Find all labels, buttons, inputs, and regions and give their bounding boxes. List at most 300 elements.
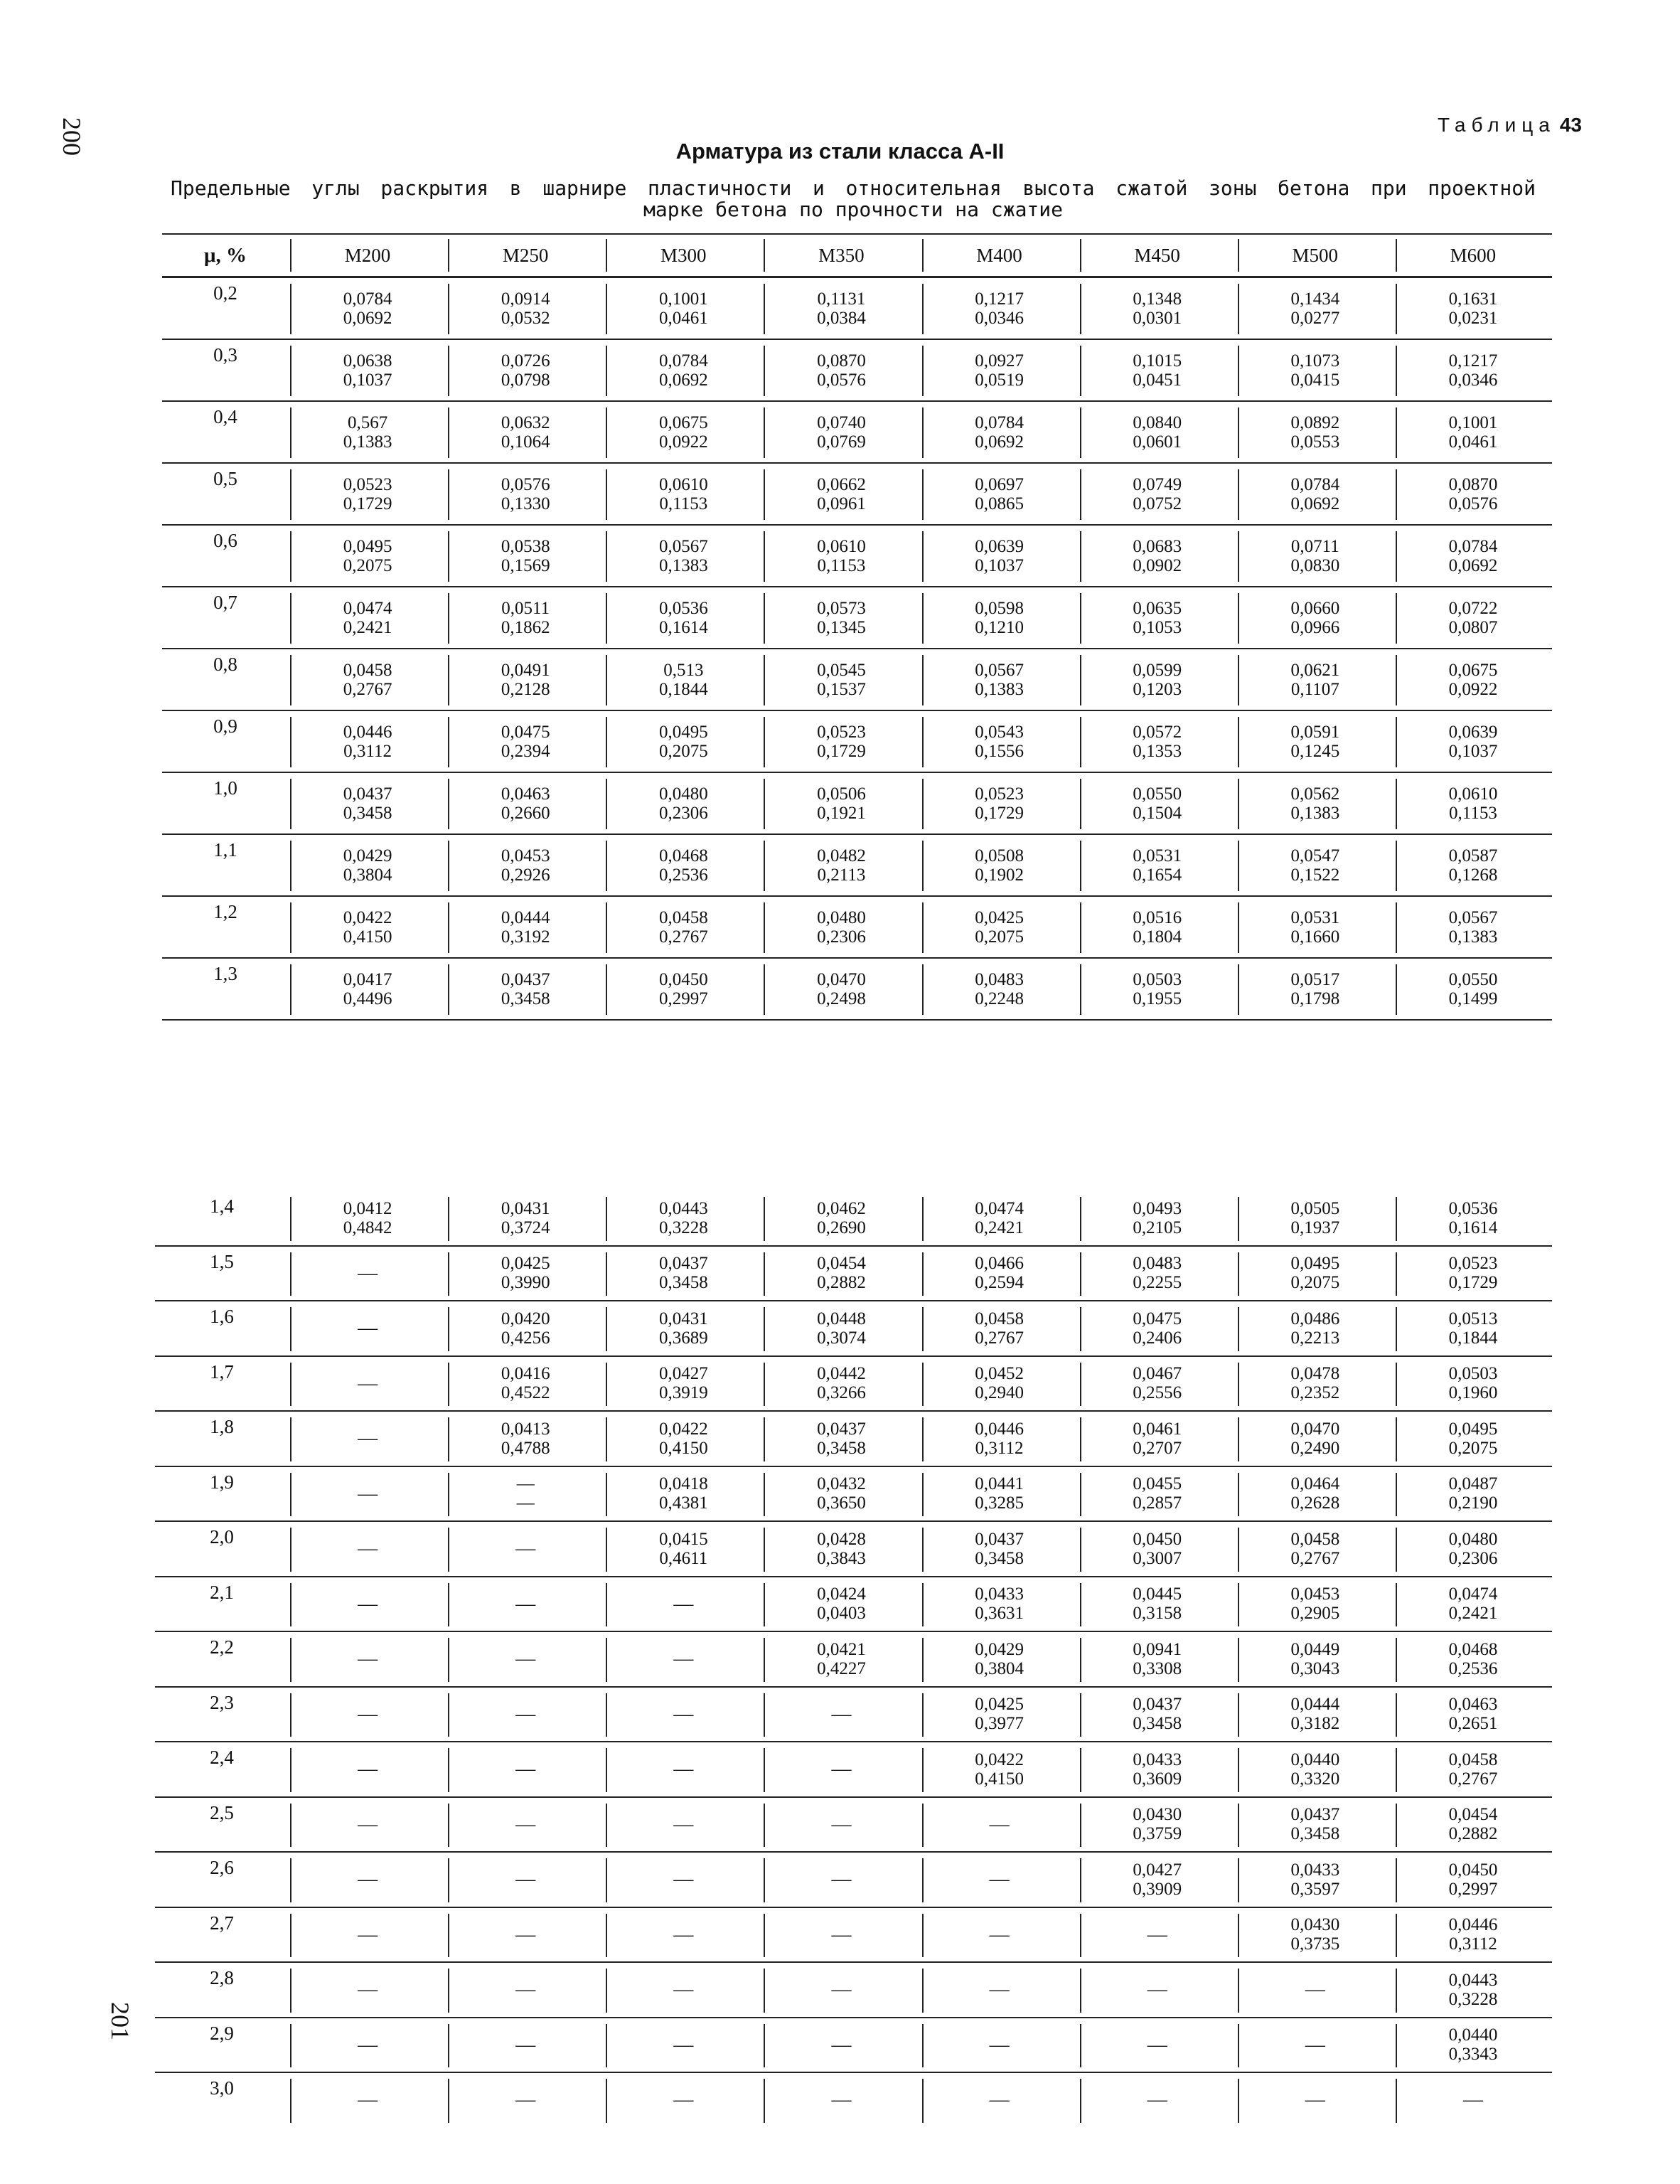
table-cell [289, 1852, 446, 1907]
cell-angle-value: 0,0599 [1133, 660, 1182, 680]
cell-height-value: 0,2498 [817, 989, 866, 1008]
cell-angle-value: 0,0449 [1290, 1639, 1340, 1659]
cell-angle-value: 0,0840 [1133, 412, 1182, 432]
cell-angle-value: 0,0446 [343, 722, 392, 742]
cell-angle-value: 0,0416 [501, 1364, 550, 1384]
table-cell [289, 1962, 446, 2018]
cell-angle-value: — [515, 1538, 536, 1560]
cell-height-value: 0,2536 [1448, 1658, 1498, 1678]
table-cell [1394, 401, 1552, 463]
cell-angle-value: 0,0523 [343, 474, 392, 494]
cell-height-value: 0,3266 [817, 1383, 866, 1403]
cell-height-value: 0,3007 [1133, 1548, 1182, 1568]
cell-angle-value: 0,0470 [817, 969, 866, 989]
cell-height-value: 0,1037 [975, 555, 1024, 575]
table-cell [1079, 1301, 1236, 1356]
cell-height-value: 0,0922 [658, 432, 708, 452]
cell-angle-value: — [673, 1978, 694, 2001]
table-cell [762, 1246, 920, 1301]
table-cell [921, 1466, 1079, 1522]
cell-angle-value: 0,0523 [975, 784, 1024, 804]
row-mu: 2,9 [155, 2018, 289, 2073]
table-cell [762, 463, 920, 525]
header-grade: М500 [1236, 234, 1394, 277]
row-mu: 1,6 [155, 1301, 289, 1356]
cell-angle-value: 0,0422 [975, 1749, 1024, 1769]
table-cell [446, 649, 604, 710]
table-cell [289, 1521, 446, 1577]
table-cell [446, 834, 604, 896]
cell-height-value: — [516, 1493, 535, 1513]
table-cell [762, 958, 920, 1020]
cell-angle-value: 0,0425 [975, 1695, 1024, 1715]
cell-height-value: 0,2190 [1448, 1493, 1498, 1513]
table-cell [1394, 1852, 1552, 1907]
table-cell [289, 834, 446, 896]
cell-angle-value: 0,0450 [1448, 1860, 1498, 1880]
table-cell [604, 1797, 762, 1853]
cell-height-value: 0,1383 [975, 679, 1024, 699]
cell-angle-value: 0,0474 [975, 1198, 1024, 1218]
cell-angle-value: 0,0675 [1448, 660, 1498, 680]
table-cell [1236, 834, 1394, 896]
table-cell [289, 2018, 446, 2073]
table-cell [1236, 463, 1394, 525]
cell-angle-value: 0,0421 [817, 1639, 866, 1659]
table-cell [289, 896, 446, 958]
table-cell [762, 1907, 920, 1963]
cell-angle-value: — [358, 1427, 378, 1450]
cell-angle-value: 0,0483 [1133, 1254, 1182, 1274]
cell-height-value: 0,0692 [975, 432, 1024, 452]
cell-angle-value: 0,0567 [1448, 907, 1498, 927]
cell-height-value: 0,2882 [1448, 1824, 1498, 1844]
cell-angle-value: — [1147, 2033, 1167, 2056]
table-cell [1236, 1301, 1394, 1356]
cell-height-value: 0,3228 [1448, 1989, 1498, 2009]
cell-height-value: 0,2536 [658, 865, 708, 885]
table-cell [762, 1577, 920, 1632]
cell-height-value: 0,1844 [658, 679, 708, 699]
table-cell [289, 710, 446, 772]
cell-angle-value: — [673, 1923, 694, 1946]
cell-height-value: 0,3689 [658, 1328, 708, 1348]
cell-height-value: 0,3804 [343, 865, 392, 885]
row-mu: 0,5 [162, 463, 289, 525]
cell-height-value: 0,0461 [658, 308, 708, 328]
row-mu: 2,4 [155, 1742, 289, 1797]
table-cell [604, 525, 762, 587]
cell-height-value: 0,1107 [1290, 679, 1339, 699]
table-row [155, 1962, 1552, 2018]
table-cell [1394, 1687, 1552, 1742]
cell-angle-value: — [989, 1923, 1010, 1946]
table-cell [921, 2018, 1079, 2073]
cell-angle-value: 0,0660 [1290, 598, 1340, 618]
table-cell [604, 1852, 762, 1907]
cell-angle-value: — [515, 1868, 536, 1891]
table-cell [921, 710, 1079, 772]
cell-angle-value: — [1305, 1978, 1325, 2001]
cell-angle-value: 0,0523 [1448, 1254, 1498, 1274]
cell-height-value: 0,0830 [1290, 555, 1340, 575]
cell-height-value: 0,1345 [817, 617, 866, 637]
table-cell [446, 1191, 604, 1246]
table-cell [1236, 649, 1394, 710]
cell-angle-value: 0,0443 [658, 1198, 708, 1218]
cell-angle-value: 0,0441 [975, 1474, 1024, 1494]
cell-angle-value: 0,0462 [817, 1198, 866, 1218]
table-cell [446, 896, 604, 958]
table-cell [1236, 1411, 1394, 1466]
table-cell [446, 463, 604, 525]
table-cell [1236, 1631, 1394, 1687]
cell-angle-value: 0,0506 [817, 784, 866, 804]
cell-angle-value: 0,0914 [501, 289, 550, 309]
caption-line-2: марке бетона по прочности на сжатие [643, 198, 1063, 221]
table-cell [604, 1466, 762, 1522]
table-cell [762, 1742, 920, 1797]
cell-height-value: 0,2075 [1290, 1273, 1340, 1293]
cell-angle-value: 0,0453 [501, 846, 550, 865]
table-cell [446, 277, 604, 340]
table-cell [1236, 1797, 1394, 1853]
table-cell [604, 649, 762, 710]
cell-angle-value: 0,0639 [1448, 722, 1498, 742]
cell-angle-value: 0,0432 [817, 1474, 866, 1494]
header-mu: μ, % [162, 234, 289, 277]
cell-angle-value: 0,0480 [1448, 1529, 1498, 1549]
table-cell [446, 1742, 604, 1797]
table-cell [289, 1411, 446, 1466]
cell-angle-value: 0,0784 [343, 289, 392, 309]
table-cell [1394, 1356, 1552, 1412]
cell-angle-value: 0,0442 [817, 1364, 866, 1384]
cell-height-value: 0,3597 [1290, 1879, 1340, 1899]
cell-angle-value: 0,0697 [975, 474, 1024, 494]
cell-angle-value: 0,0431 [658, 1309, 708, 1328]
table-cell [289, 2072, 446, 2127]
cell-height-value: 0,1210 [975, 617, 1024, 637]
cell-height-value: 0,2882 [817, 1273, 866, 1293]
cell-angle-value: 0,0433 [1133, 1749, 1182, 1769]
table-cell [1394, 1521, 1552, 1577]
table-cell [446, 1577, 604, 1632]
cell-angle-value: 0,0455 [1133, 1474, 1182, 1494]
table-cell [604, 277, 762, 340]
cell-angle-value: — [673, 2033, 694, 2056]
cell-height-value: 0,1569 [501, 555, 550, 575]
table-cell [1079, 339, 1236, 401]
cell-angle-value: 0,0516 [1133, 907, 1182, 927]
table-cell [289, 1797, 446, 1853]
cell-angle-value: 0,0495 [343, 536, 392, 556]
cell-angle-value: 0,0474 [343, 598, 392, 618]
cell-height-value: 0,0346 [1448, 370, 1498, 390]
cell-angle-value: 0,0415 [658, 1529, 708, 1549]
table-row [162, 710, 1552, 772]
table-row [155, 1742, 1552, 1797]
cell-angle-value: — [989, 2089, 1010, 2111]
table-row [155, 2018, 1552, 2073]
cell-angle-value: — [831, 1758, 852, 1781]
cell-height-value: 0,1522 [1290, 865, 1340, 885]
cell-height-value: 0,0798 [501, 370, 550, 390]
table-body-bottom [155, 1191, 1552, 2127]
table-cell [762, 772, 920, 834]
cell-angle-value: — [358, 1703, 378, 1725]
cell-angle-value: — [1462, 2089, 1483, 2111]
cell-angle-value: 0,1073 [1290, 351, 1340, 371]
row-mu: 1,3 [162, 958, 289, 1020]
row-mu: 0,6 [162, 525, 289, 587]
cell-height-value: 0,2651 [1448, 1714, 1498, 1734]
cell-height-value: 0,0277 [1290, 308, 1340, 328]
cell-height-value: 0,2075 [1448, 1438, 1498, 1458]
table-cell [1394, 1411, 1552, 1466]
cell-angle-value: — [831, 2033, 852, 2056]
row-mu: 1,1 [162, 834, 289, 896]
cell-angle-value: — [1147, 1978, 1167, 2001]
cell-height-value: 0,0231 [1448, 308, 1498, 328]
cell-angle-value: 0,0639 [975, 536, 1024, 556]
cell-angle-value: — [673, 1758, 694, 1781]
cell-angle-value: 0,0429 [975, 1639, 1024, 1659]
cell-height-value: 0,2306 [817, 927, 866, 947]
cell-angle-value: 0,0870 [817, 351, 866, 371]
table-cell [1236, 958, 1394, 1020]
cell-angle-value: — [358, 1262, 378, 1284]
cell-angle-value: 0,0458 [343, 660, 392, 680]
table-cell [446, 1852, 604, 1907]
table-cell [1236, 587, 1394, 649]
cell-angle-value: 0,0749 [1133, 474, 1182, 494]
cell-angle-value: 0,0430 [1133, 1805, 1182, 1825]
cell-angle-value: 0,0468 [1448, 1639, 1498, 1659]
table-cell [1236, 1191, 1394, 1246]
cell-height-value: 0,0692 [1290, 494, 1340, 513]
cell-height-value: 0,3182 [1290, 1714, 1340, 1734]
cell-height-value: 0,4842 [343, 1218, 392, 1237]
table-cell [921, 772, 1079, 834]
table-cell [446, 1411, 604, 1466]
cell-height-value: 0,2556 [1133, 1383, 1182, 1403]
cell-angle-value: 0,0784 [1448, 536, 1498, 556]
table-row [155, 1797, 1552, 1853]
cell-height-value: 0,1037 [1448, 741, 1498, 761]
cell-angle-value: 0,0437 [975, 1529, 1024, 1549]
cell-height-value: 0,0961 [817, 494, 866, 513]
cell-angle-value: 0,1001 [1448, 412, 1498, 432]
cell-angle-value: 0,0478 [1290, 1364, 1340, 1384]
cell-angle-value: — [358, 1538, 378, 1560]
cell-angle-value: 0,0621 [1290, 660, 1340, 680]
table-cell [1079, 463, 1236, 525]
row-mu: 0,2 [162, 277, 289, 340]
table-cell [1394, 1191, 1552, 1246]
table-cell [762, 401, 920, 463]
cell-height-value: 0,3735 [1290, 1934, 1340, 1954]
cell-angle-value: — [358, 1758, 378, 1781]
cell-height-value: 0,1729 [1448, 1273, 1498, 1293]
cell-angle-value: 0,0576 [501, 474, 550, 494]
table-cell [921, 525, 1079, 587]
cell-angle-value: — [1305, 2033, 1325, 2056]
table-cell [1394, 1577, 1552, 1632]
table-cell [921, 958, 1079, 1020]
cell-angle-value: 0,0598 [975, 598, 1024, 618]
cell-angle-value: 0,0437 [1290, 1805, 1340, 1825]
table-cell [1079, 1466, 1236, 1522]
table-cell [1394, 958, 1552, 1020]
cell-angle-value: 0,513 [663, 660, 704, 680]
cell-angle-value: 0,0437 [501, 969, 550, 989]
cell-height-value: 0,2255 [1133, 1273, 1182, 1293]
table-cell [1079, 834, 1236, 896]
cell-angle-value: 0,0433 [1290, 1860, 1340, 1880]
cell-height-value: 0,1921 [817, 803, 866, 823]
table-cell [762, 1631, 920, 1687]
table-cell [1079, 1852, 1236, 1907]
table-cell [604, 958, 762, 1020]
table-cell [446, 1797, 604, 1853]
cell-height-value: 0,0451 [1133, 370, 1182, 390]
cell-angle-value: 0,1015 [1133, 351, 1182, 371]
cell-angle-value: 0,0440 [1290, 1749, 1340, 1769]
table-cell [289, 1687, 446, 1742]
row-mu: 2,8 [155, 1962, 289, 2018]
table-cell [446, 1962, 604, 2018]
table-cell [921, 339, 1079, 401]
table-cell [1079, 649, 1236, 710]
table-row [162, 587, 1552, 649]
cell-angle-value: 0,0437 [343, 784, 392, 804]
cell-angle-value: 0,0427 [658, 1364, 708, 1384]
cell-height-value: 0,2128 [501, 679, 550, 699]
table-cell [1079, 1797, 1236, 1853]
cell-angle-value: 0,1001 [658, 289, 708, 309]
cell-angle-value: 0,0448 [817, 1309, 866, 1328]
table-cell [446, 587, 604, 649]
cell-angle-value: 0,0446 [1448, 1915, 1498, 1935]
row-mu: 0,7 [162, 587, 289, 649]
table-cell [446, 772, 604, 834]
row-mu: 1,8 [155, 1411, 289, 1466]
cell-angle-value: — [358, 1592, 378, 1615]
table-cell [762, 649, 920, 710]
cell-height-value: 0,3990 [501, 1273, 550, 1293]
table-body-top [162, 277, 1552, 1021]
cell-angle-value: 0,0430 [1290, 1915, 1340, 1935]
table-cell [604, 1907, 762, 1963]
table-cell [1079, 1907, 1236, 1963]
cell-angle-value: 0,0870 [1448, 474, 1498, 494]
cell-height-value: 0,3458 [343, 803, 392, 823]
cell-angle-value: 0,0418 [658, 1474, 708, 1494]
table-cell [604, 1742, 762, 1797]
data-table-bottom [155, 1191, 1552, 2127]
row-mu: 1,2 [162, 896, 289, 958]
cell-angle-value: 0,0474 [1448, 1584, 1498, 1604]
cell-height-value: 0,0301 [1133, 308, 1182, 328]
cell-height-value: 0,2997 [658, 989, 708, 1008]
row-mu: 2,3 [155, 1687, 289, 1742]
cell-height-value: 0,0865 [975, 494, 1024, 513]
cell-height-value: 0,1537 [817, 679, 866, 699]
row-mu: 2,1 [155, 1577, 289, 1632]
cell-angle-value: — [831, 1923, 852, 1946]
table-cell [1236, 896, 1394, 958]
cell-angle-value: 0,0531 [1290, 907, 1340, 927]
table-cell [604, 1411, 762, 1466]
table-row [162, 463, 1552, 525]
table-cell [446, 2018, 604, 2073]
table-cell [1394, 2072, 1552, 2127]
cell-height-value: 0,1153 [1449, 803, 1497, 823]
table-cell [762, 1687, 920, 1742]
cell-angle-value: 0,0726 [501, 351, 550, 371]
cell-angle-value: 0,0538 [501, 536, 550, 556]
row-mu: 3,0 [210, 2077, 234, 2099]
table-row [155, 1301, 1552, 1356]
table-cell [921, 1411, 1079, 1466]
cell-height-value: 0,0346 [975, 308, 1024, 328]
table-cell [921, 587, 1079, 649]
cell-height-value: 0,4256 [501, 1328, 550, 1348]
cell-height-value: 0,1330 [501, 494, 550, 513]
header-grade: М600 [1394, 234, 1552, 277]
cell-height-value: 0,4496 [343, 989, 392, 1008]
table-cell [604, 834, 762, 896]
table-cell [921, 1852, 1079, 1907]
cell-angle-value: 0,0495 [658, 722, 708, 742]
cell-height-value: 0,0807 [1448, 617, 1498, 637]
cell-angle-value: 0,0444 [1290, 1695, 1340, 1715]
table-row [155, 1466, 1552, 1522]
cell-angle-value: 0,0458 [1290, 1529, 1340, 1549]
table-cell [289, 401, 446, 463]
table-cell [446, 1301, 604, 1356]
table-cell [289, 1301, 446, 1356]
cell-height-value: 0,1729 [817, 741, 866, 761]
cell-angle-value: — [673, 1648, 694, 1671]
table-cell [1079, 710, 1236, 772]
cell-height-value: 0,3343 [1448, 2045, 1498, 2065]
table-cell [446, 1246, 604, 1301]
cell-angle-value: 0,0440 [1448, 2025, 1498, 2045]
cell-height-value: 0,2352 [1290, 1383, 1340, 1403]
cell-height-value: 0,1862 [501, 617, 550, 637]
cell-height-value: 0,0692 [343, 308, 392, 328]
cell-height-value: 0,3285 [975, 1493, 1024, 1513]
table-cell [921, 1577, 1079, 1632]
cell-angle-value: — [358, 1923, 378, 1946]
table-row [162, 339, 1552, 401]
table-cell [1394, 1907, 1552, 1963]
cell-height-value: 0,4522 [501, 1383, 550, 1403]
table-cell [1394, 649, 1552, 710]
table-cell [1394, 587, 1552, 649]
cell-angle-value: — [831, 1978, 852, 2001]
cell-angle-value: — [673, 1703, 694, 1725]
header-grade: М200 [289, 234, 446, 277]
table-row [155, 1356, 1552, 1412]
cell-angle-value: 0,0683 [1133, 536, 1182, 556]
table-row [162, 277, 1552, 340]
table-cell [446, 1631, 604, 1687]
table-cell [604, 1962, 762, 2018]
table-cell [921, 1191, 1079, 1246]
